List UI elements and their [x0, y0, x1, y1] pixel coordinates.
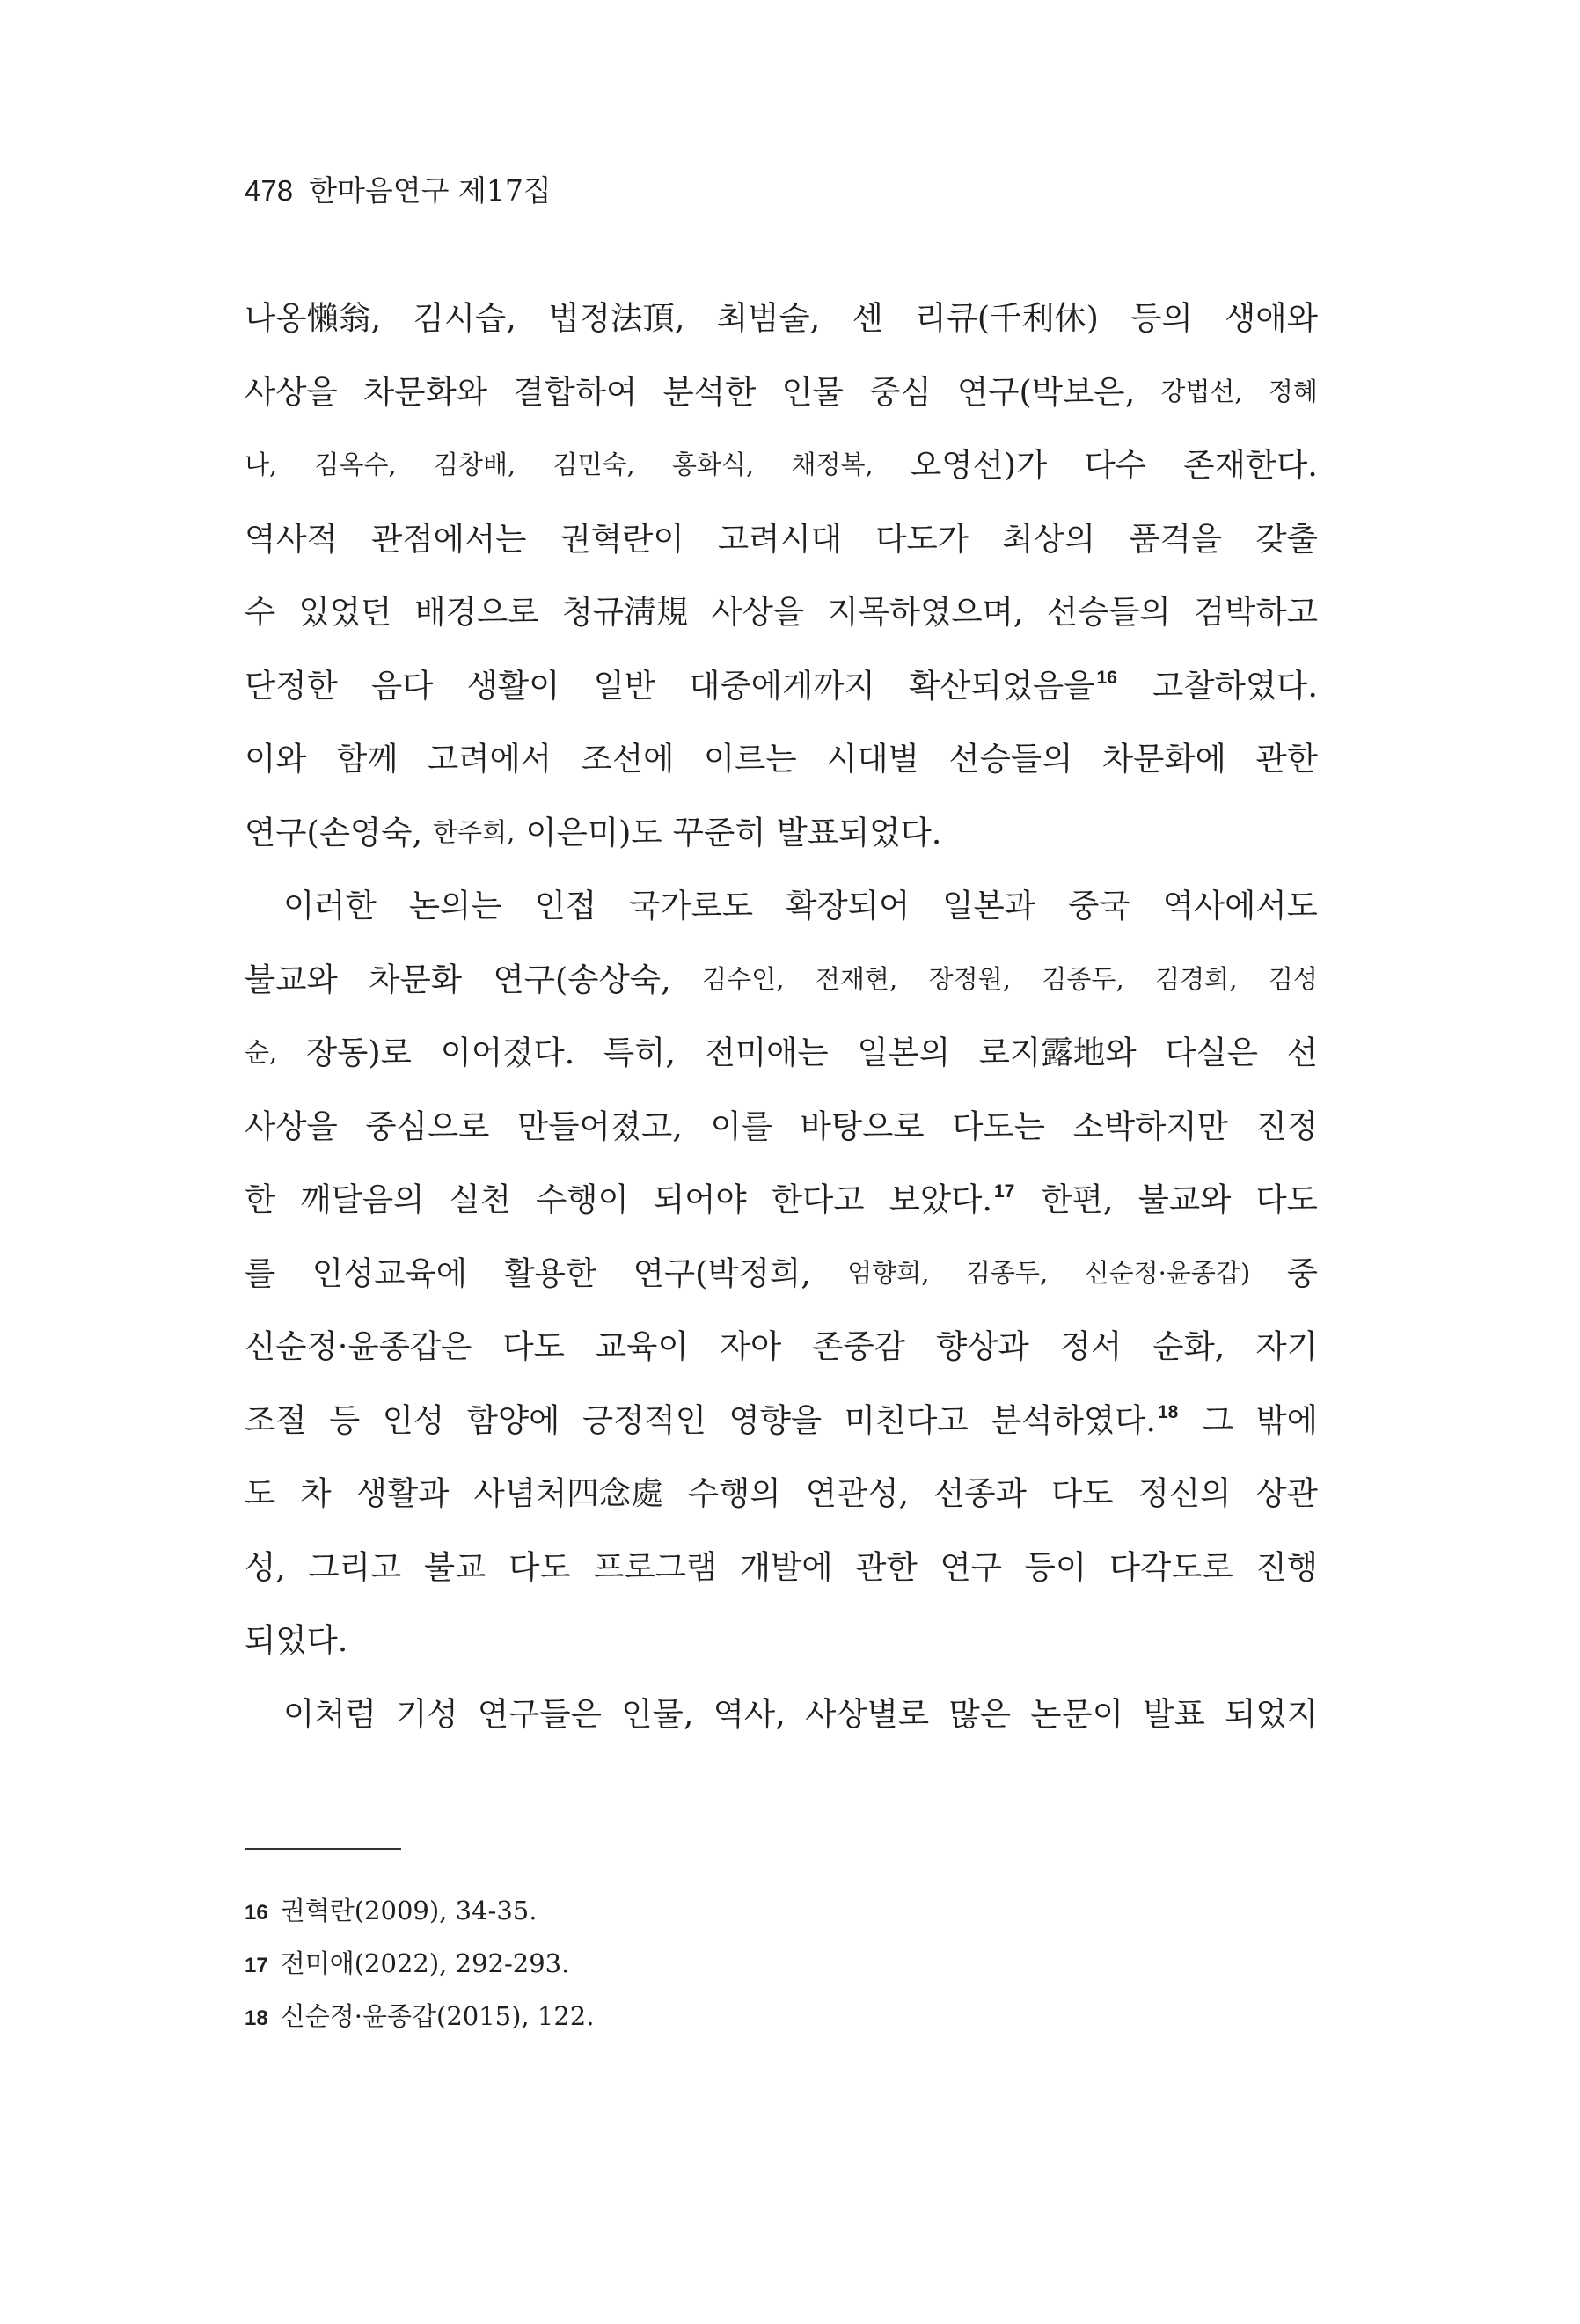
footnotes [245, 1884, 594, 2043]
journal-title: 한마음연구 제17집 [309, 173, 552, 208]
footnote-number: 16 [245, 1901, 268, 1925]
footnote-text: 권혁란(2009), 34-35. [280, 1896, 538, 1926]
text-line: 도 차 생활과 사념처四念處 수행의 연관성, 선종과 다도 정신의 상관 [245, 1474, 1318, 1512]
text-line: 연구(손영숙, 한주희, 이은미)도 꾸준히 발표되었다. [245, 813, 942, 851]
footnote-ref[interactable]: 17 [993, 1181, 1015, 1202]
text-line: 를 인성교육에 활용한 연구(박정희, 엄향희, 김종두, 신순정·윤종갑) 중 [245, 1253, 1318, 1292]
footnote-17 [245, 1937, 594, 1990]
text-line: 사상을 차문화와 결합하여 분석한 인물 중심 연구(박보은, 강법선, 정혜 [245, 372, 1318, 411]
footnote-ref[interactable]: 16 [1096, 667, 1117, 688]
text-line: 수 있었던 배경으로 청규淸規 사상을 지목하였으며, 선승들의 검박하고 [245, 593, 1318, 631]
text-line: 조절 등 인성 함양에 긍정적인 영향을 미친다고 분석하였다.$^{18}$ 그 밖에 [245, 1400, 1318, 1439]
text-line: 나, 김옥수, 김창배, 김민숙, 홍화식, 채정복, 오영선)가 다수 존재한다. [245, 446, 1318, 484]
text-line: 나옹懶翁, 김시습, 법정法頂, 최범술, 센 리큐(千利休) 등의 생애와 [245, 299, 1318, 337]
body-text [245, 281, 1318, 1750]
footnote-number: 18 [245, 2006, 268, 2030]
footnote-18 [245, 1990, 594, 2043]
text-line: 사상을 중심으로 만들어졌고, 이를 바탕으로 다도는 소박하지만 진정 [245, 1107, 1318, 1145]
running-header [245, 169, 552, 213]
text-line: 순, 장동)로 이어졌다. 특히, 전미애는 일본의 로지露地와 다실은 선 [245, 1034, 1318, 1071]
text-line: 되었다. [245, 1621, 348, 1659]
text-line: 불교와 차문화 연구(송상숙, 김수인, 전재현, 장정원, 김종두, 김경희, 김성 [245, 960, 1318, 998]
text-line: 신순정·윤종갑은 다도 교육이 자아 존중감 향상과 정서 순화, 자기 [245, 1327, 1318, 1365]
text-line: 이러한 논의는 인접 국가로도 확장되어 일본과 중국 역사에서도 [283, 887, 1318, 924]
text-line: 성, 그리고 불교 다도 프로그램 개발에 관한 연구 등이 다각도로 진행 [245, 1547, 1318, 1586]
footnote-text: 신순정·윤종갑(2015), 122. [280, 2001, 595, 2031]
footnote-divider [245, 1848, 401, 1850]
text-line: 단정한 음다 생활이 일반 대중에게까지 확산되었음을$^{16}$ 고찰하였다. [245, 666, 1318, 705]
footnote-ref[interactable]: 18 [1157, 1401, 1179, 1422]
text-line: 이처럼 기성 연구들은 인물, 역사, 사상별로 많은 논문이 발표 되었지 [283, 1694, 1318, 1733]
text-line: 역사적 관점에서는 권혁란이 고려시대 다도가 최상의 품격을 갖출 [245, 519, 1318, 558]
text-line: 이와 함께 고려에서 조선에 이르는 시대별 선승들의 차문화에 관한 [245, 740, 1318, 778]
footnote-number: 17 [245, 1954, 268, 1977]
text-line: 한 깨달음의 실천 수행이 되어야 한다고 보았다.$^{17}$ 한편, 불교와 다도 [245, 1180, 1318, 1218]
footnote-text: 전미애(2022), 292-293. [280, 1948, 570, 1978]
page-number: 478 [245, 174, 294, 207]
footnote-16 [245, 1884, 594, 1937]
